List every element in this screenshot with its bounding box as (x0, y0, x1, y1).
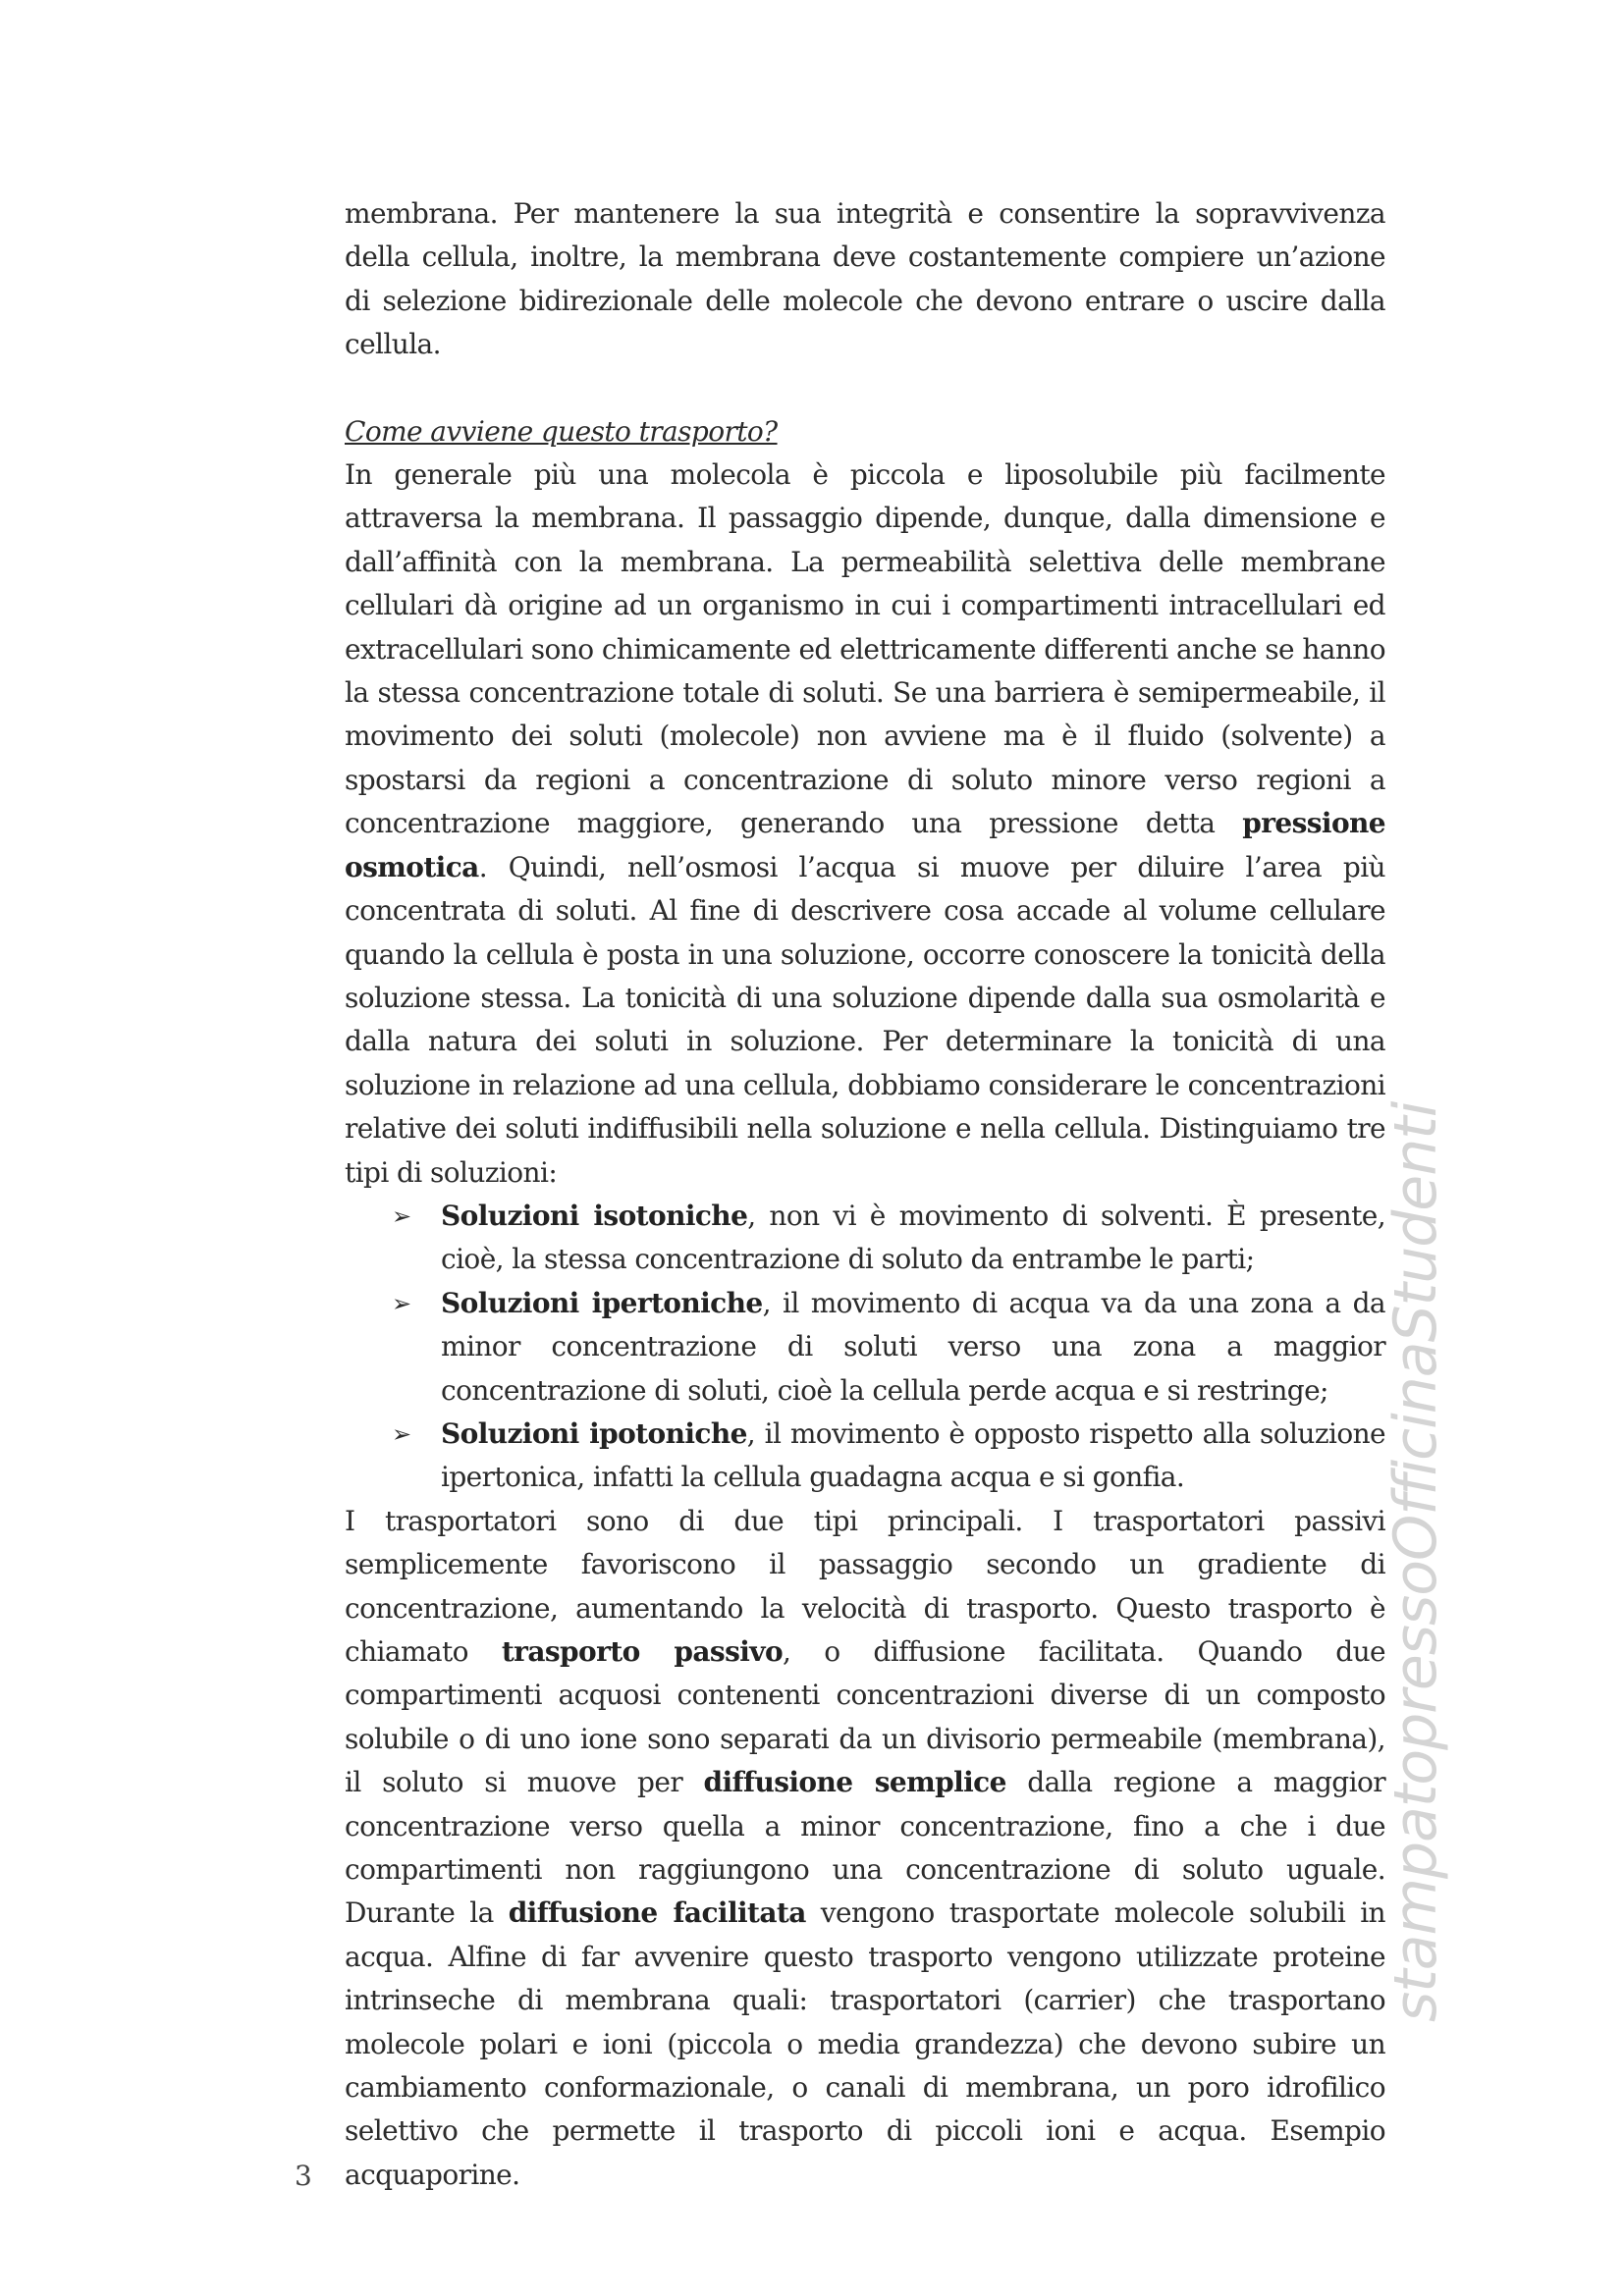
bold-term: Soluzioni ipertoniche (441, 1286, 763, 1319)
question-text: Come avviene questo trasporto? (345, 414, 778, 448)
watermark: stampatopressoOfficinaStudenti (1381, 1101, 1450, 2022)
paragraph-gap (345, 367, 1385, 410)
list-item (392, 1195, 1385, 1282)
text-run: , o diffusione facilitata. Quando due compartimenti acquosi contenenti concentrazioni diverse di un composto solubile o di uno ione sono separati da un divisorio permeabile (membrana), il soluto si muove per (345, 1635, 1386, 1799)
list-item (392, 1413, 1385, 1500)
page-body (345, 192, 1385, 2197)
bold-term: diffusione facilitata (508, 1896, 806, 1930)
text-run: I trasportatori sono di due tipi principali. I trasportatori passivi semplicemente favoriscono il passaggio secondo un gradiente di concentrazione, aumentando la velocità di trasporto. Questo trasporto è chiamato (345, 1504, 1385, 1668)
text-run: , non vi è movimento di solventi. È presente, cioè, la stessa concentrazione di soluto da entrambe le parti; (441, 1199, 1386, 1276)
bold-term: Soluzioni isotoniche (441, 1199, 748, 1232)
text-run: . Quindi, nell’osmosi l’acqua si muove per diluire l’area più concentrata di soluti. Al fine di descrivere cosa accade al volume cellulare quando la cellula è posta in una soluzione, occorre conoscere la tonicità della soluzione stessa. La tonicità di una soluzione dipende dalla sua osmolarità e dalla natura dei soluti in soluzione. Per determinare la tonicità di una soluzione in relazione ad una cellula, dobbiamo considerare le concentrazioni relative dei soluti indiffusibili nella soluzione e nella cellula. Distinguiamo tre tipi di soluzioni: (345, 850, 1385, 1189)
paragraph-transport (345, 1500, 1385, 2198)
bold-term: diffusione semplice (703, 1766, 1006, 1799)
list-item (392, 1282, 1385, 1413)
text-run: , il movimento è opposto rispetto alla soluzione ipertonica, infatti la cellula guadagna acqua e si gonfia. (441, 1416, 1385, 1494)
text-run: In generale più una molecola è piccola e liposolubile più facilmente attraversa la membrana. Il passaggio dipende, dunque, dalla dimensione e dall’affinità con la membrana. La permeabilità selettiva delle membrane cellulari dà origine ad un organismo in cui i compartimenti intracellulari ed extracellulari sono chimicamente ed elettricamente differenti anche se hanno la stessa concentrazione totale di soluti. Se una barriera è semipermeabile, il movimento dei soluti (molecole) non avviene ma è il fluido (solvente) a spostarsi da regioni a concentrazione di soluto minore verso regioni a concentrazione maggiore, generando una pressione detta (345, 458, 1385, 840)
solution-types-list (345, 1195, 1385, 1500)
text-run: vengono trasportate molecole solubili in acqua. Alfine di far avvenire questo trasporto vengono utilizzate proteine intrinseche di membrana quali: trasportatori (carrier) che trasportano molecole polari e ioni (piccola o media grandezza) che devono subire un cambiamento conformazionale, o canali di membrana, un poro idrofilico selettivo che permette il trasporto di piccoli ioni e acqua. Esempio acquaporine. (345, 1896, 1385, 2191)
page-number: 3 (295, 2160, 312, 2192)
section-question (345, 410, 1385, 454)
arrow-bullet-icon: ➢ (392, 1419, 411, 1448)
bold-term: pressione osmotica (345, 807, 1385, 883)
arrow-bullet-icon: ➢ (392, 1289, 411, 1317)
text-run: , il movimento di acqua va da una zona a da minor concentrazione di soluti verso una zona a maggior concentrazione di soluti, cioè la cellula perde acqua e si restringe; (441, 1286, 1385, 1407)
paragraph-main (345, 454, 1385, 1195)
bold-term: trasporto passivo (501, 1635, 784, 1668)
arrow-bullet-icon: ➢ (392, 1201, 411, 1230)
text-run: dalla regione a maggior concentrazione verso quella a minor concentrazione, fino a che i due compartimenti non raggiungono una concentrazione di soluto uguale. Durante la (345, 1766, 1385, 1930)
bold-term: Soluzioni ipotoniche (441, 1416, 747, 1450)
paragraph-intro: membrana. Per mantenere la sua integrità e consentire la sopravvivenza della cellula, inoltre, la membrana deve costantemente compiere un’azione di selezione bidirezionale delle molecole che devono entrare o uscire dalla cellula. (345, 197, 1385, 361)
